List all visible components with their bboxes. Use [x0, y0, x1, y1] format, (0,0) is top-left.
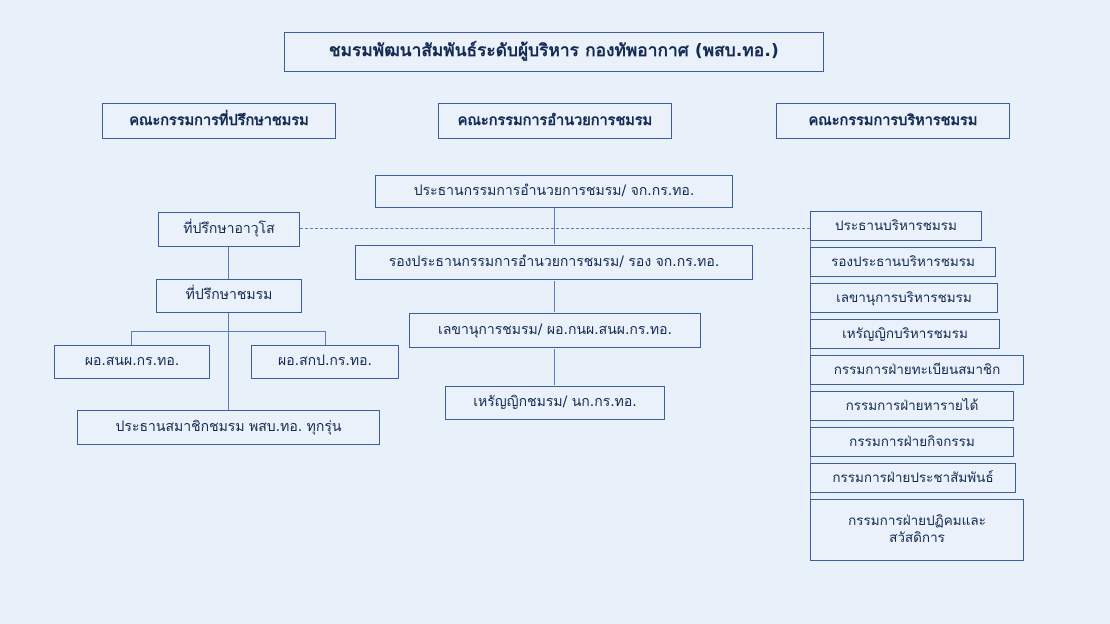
column-header-directing: [438, 103, 672, 139]
node-executive-4-label: กรรมการฝ่ายทะเบียนสมาชิก: [833, 361, 1001, 378]
node-executive-5-label: กรรมการฝ่ายหารายได้: [845, 397, 979, 414]
node-senior-advisor: [158, 212, 300, 247]
node-directing-vice-chairman-label: รองประธานกรรมการอำนวยการชมรม/ รอง จก.กร.ทอ.: [388, 253, 720, 270]
chart-title-box: [284, 32, 824, 72]
node-unit-sakop-label: ผอ.สกป.กร.ทอ.: [278, 353, 372, 370]
node-club-treasurer: [445, 386, 665, 420]
node-executive-5: [810, 391, 1014, 421]
node-unit-sakop: [251, 345, 399, 379]
connector-club-advisor-down: [228, 313, 229, 331]
node-executive-4: [810, 355, 1024, 385]
node-directing-chairman: [375, 175, 733, 208]
column-header-advisory: [102, 103, 336, 139]
connector-senior-advisor-to-club-advisor: [228, 247, 229, 279]
column-header-executive: [776, 103, 1010, 139]
node-executive-6-label: กรรมการฝ่ายกิจกรรม: [849, 433, 975, 450]
node-executive-3-label: เหรัญญิกบริหารชมรม: [842, 325, 968, 342]
connector-advisor-to-chairman-dashed: [300, 228, 810, 229]
node-unit-sanpho-label: ผอ.สนผ.กร.ทอ.: [84, 353, 180, 370]
node-executive-2-label: เลขานุการบริหารชมรม: [836, 289, 972, 306]
node-club-treasurer-label: เหรัญญิกชมรม/ นก.กร.ทอ.: [473, 394, 637, 411]
node-executive-1-label: รองประธานบริหารชมรม: [831, 253, 975, 270]
node-club-secretary: [409, 313, 701, 348]
node-directing-chairman-label: ประธานกรรมการอำนวยการชมรม/ จก.กร.ทอ.: [413, 182, 695, 199]
column-header-directing-label: คณะกรรมการอำนวยการชมรม: [457, 112, 653, 129]
node-executive-0-label: ประธานบริหารชมรม: [835, 217, 957, 234]
node-senior-advisor-label: ที่ปรึกษาอาวุโส: [183, 220, 275, 237]
node-executive-3: [810, 319, 1000, 349]
node-executive-8: [810, 499, 1024, 561]
node-executive-7-label: กรรมการฝ่ายประชาสัมพันธ์: [832, 469, 994, 486]
connector-to-unit-left: [131, 331, 132, 345]
column-header-executive-label: คณะกรรมการบริหารชมรม: [808, 112, 978, 129]
chart-title: ชมรมพัฒนาสัมพันธ์ระดับผู้บริหาร กองทัพอากาศ (พสบ.ทอ.): [329, 41, 779, 62]
node-executive-6: [810, 427, 1014, 457]
node-club-advisor-label: ที่ปรึกษาชมรม: [185, 287, 273, 304]
connector-to-members-chair: [228, 331, 229, 410]
node-unit-sanpho: [54, 345, 210, 379]
node-directing-vice-chairman: [355, 245, 753, 280]
node-executive-1: [810, 247, 996, 277]
node-executive-0: [810, 211, 982, 241]
connector-vice-to-secretary: [554, 281, 555, 312]
node-club-secretary-label: เลขานุการชมรม/ ผอ.กนผ.สนผ.กร.ทอ.: [438, 321, 672, 338]
node-executive-8-label: กรรมการฝ่ายปฏิคมและสวัสดิการ: [848, 513, 986, 546]
node-members-chairman-label: ประธานสมาชิกชมรม พสบ.ทอ. ทุกรุ่น: [115, 418, 342, 435]
node-executive-7: [810, 463, 1016, 493]
node-members-chairman: [77, 410, 380, 445]
connector-chairman-to-vice: [554, 207, 555, 244]
column-header-advisory-label: คณะกรรมการที่ปรึกษาชมรม: [129, 112, 309, 129]
connector-to-unit-right: [325, 331, 326, 345]
node-club-advisor: [156, 279, 302, 313]
node-executive-2: [810, 283, 998, 313]
connector-secretary-to-treasurer: [554, 349, 555, 385]
